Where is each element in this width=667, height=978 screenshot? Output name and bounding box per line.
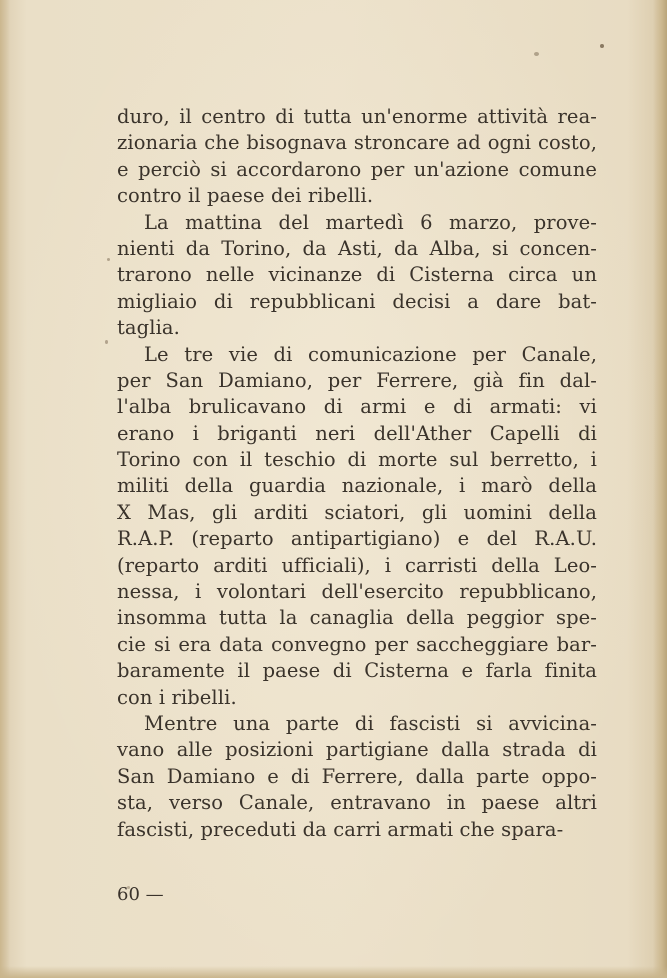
page-bottom-edge <box>0 966 667 978</box>
paper-speck <box>600 44 604 48</box>
paragraph <box>117 711 597 843</box>
paragraph <box>117 342 597 711</box>
text-line: baramente il paese di Cisterna e farla finita <box>117 659 597 683</box>
text-line: vano alle posizioni partigiane dalla strada di <box>117 738 597 762</box>
page-right-edge <box>653 0 667 978</box>
page-left-edge <box>0 0 10 978</box>
text-line: migliaio di repubblicani decisi a dare bat- <box>117 289 597 313</box>
text-line: X Mas, gli arditi sciatori, gli uomini della <box>117 500 597 524</box>
text-line: fascisti, preceduti da carri armati che spara- <box>117 817 564 841</box>
text-line: trarono nelle vicinanze di Cisterna circa un <box>117 263 597 287</box>
text-line: taglia. <box>117 316 180 340</box>
text-line: zionaria che bisognava stroncare ad ogni costo, <box>117 131 597 155</box>
text-line: (reparto arditi ufficiali), i carristi della Leo- <box>117 553 597 577</box>
text-line: cie si era data convegno per saccheggiare bar- <box>117 632 597 656</box>
text-line: Le tre vie di comunicazione per Canale, <box>144 342 597 366</box>
text-line: l'alba brulicavano di armi e di armati: vi <box>117 395 597 419</box>
text-line: militi della guardia nazionale, i marò della <box>117 474 597 498</box>
page-number: 60 — <box>117 884 164 905</box>
text-line: Torino con il teschio di morte sul berretto, i <box>117 448 597 472</box>
paragraph <box>117 104 597 210</box>
text-line: contro il paese dei ribelli. <box>117 184 374 208</box>
paragraph <box>117 210 597 342</box>
text-line: La mattina del martedì 6 marzo, prove- <box>144 210 597 234</box>
text-line: sta, verso Canale, entravano in paese altri <box>117 791 597 815</box>
text-line: San Damiano e di Ferrere, dalla parte oppo- <box>117 764 597 788</box>
text-line: duro, il centro di tutta un'enorme attività rea- <box>117 105 597 128</box>
paper-speck <box>534 52 539 56</box>
text-line: nessa, i volontari dell'esercito repubblicano, <box>117 580 597 604</box>
text-line: e perciò si accordarono per un'azione comune <box>117 157 597 181</box>
paper-speck <box>107 258 110 261</box>
body-text <box>117 104 597 843</box>
text-line: nienti da Torino, da Asti, da Alba, si concen- <box>117 236 597 260</box>
text-line: Mentre una parte di fascisti si avvicina- <box>144 711 597 735</box>
text-line: per San Damiano, per Ferrere, già fin dal- <box>117 368 597 392</box>
text-line: insomma tutta la canaglia della peggior spe- <box>117 606 597 630</box>
paper-speck <box>105 340 108 344</box>
text-line: erano i briganti neri dell'Ather Capelli di <box>117 421 597 445</box>
text-line: con i ribelli. <box>117 685 237 709</box>
text-line: R.A.P. (reparto antipartigiano) e del R.A.U. <box>117 527 597 551</box>
